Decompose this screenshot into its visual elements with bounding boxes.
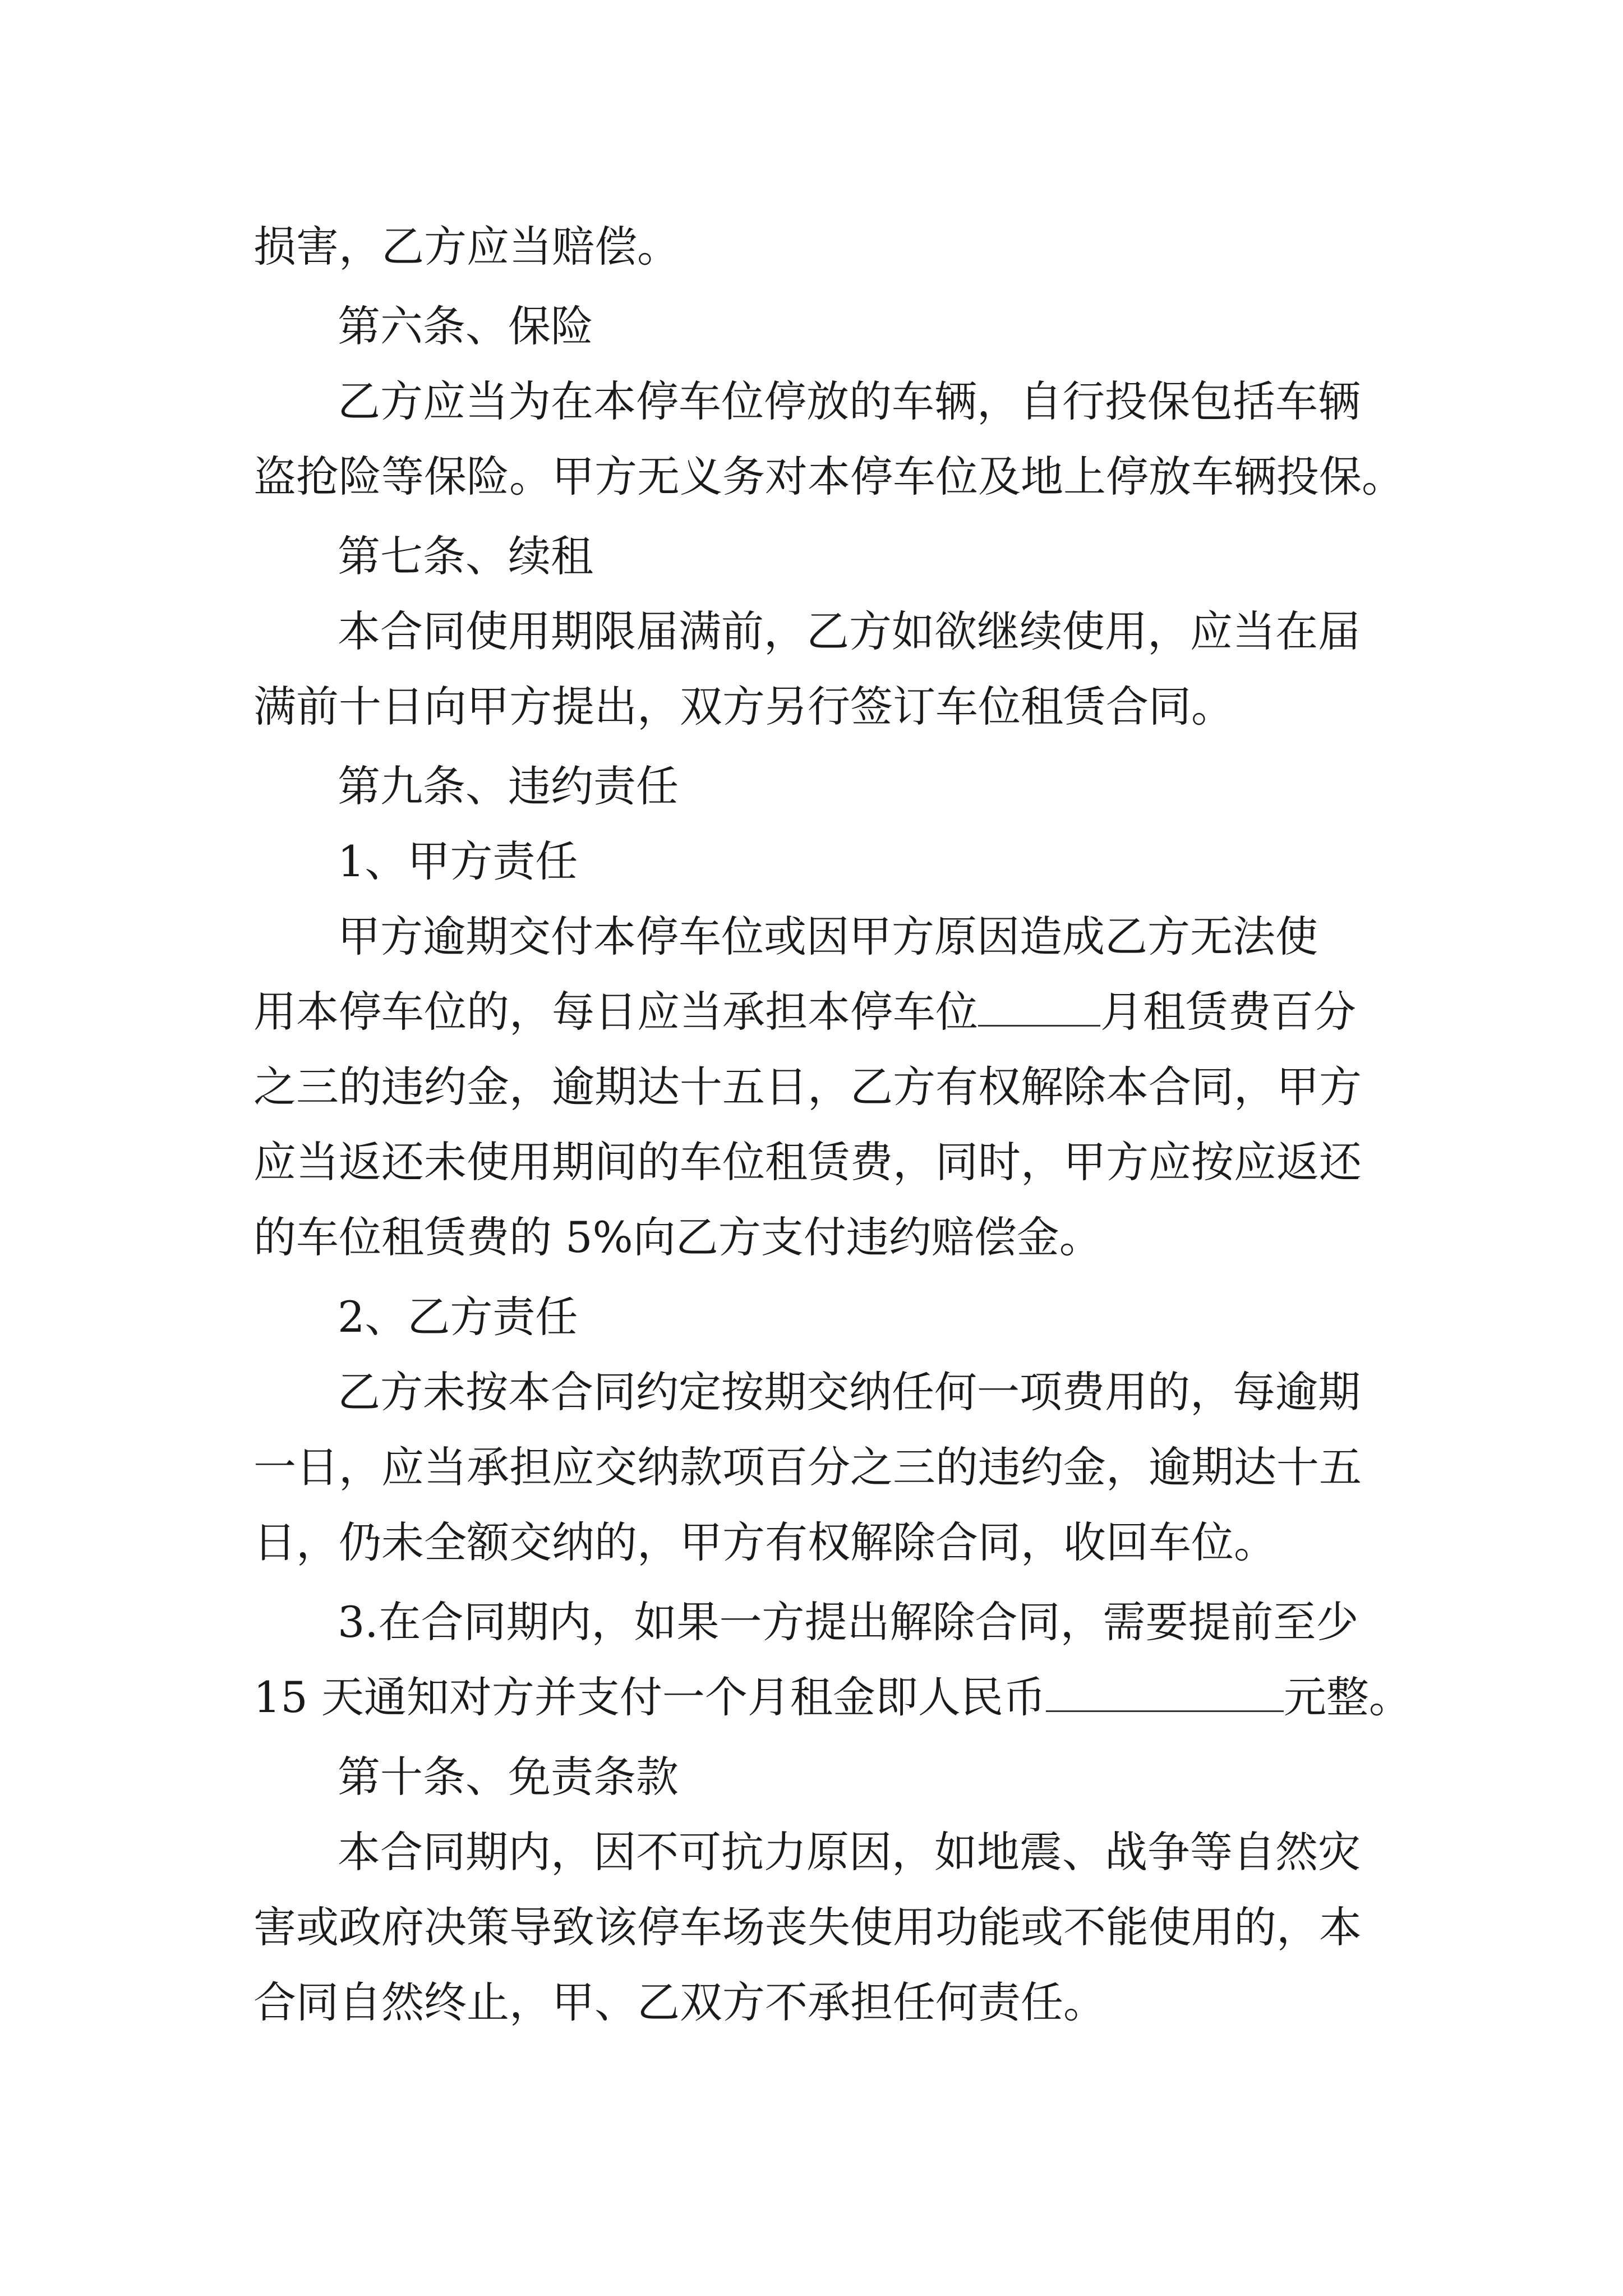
fill-in-blank	[978, 991, 1100, 1027]
text-line: 的车位租赁费的 5%向乙方支付违约赔偿金。	[253, 1212, 1102, 1262]
text-line: 满前十日向甲方提出，双方另行签订车位租赁合同。	[253, 682, 1234, 731]
text-line: 日，仍未全额交纳的，甲方有权解除合同，收回车位。	[253, 1517, 1276, 1567]
text-line: 本合同使用期限届满前，乙方如欲继续使用，应当在届	[338, 606, 1361, 656]
text-segment: 元整。	[1283, 1672, 1412, 1722]
text-line: 乙方应当为在本停车位停放的车辆，自行投保包括车辆	[338, 376, 1361, 426]
text-line-with-blank	[253, 1671, 1412, 1724]
text-segment: 用本停车位的，每日应当承担本停车位	[253, 987, 978, 1037]
section-heading-renewal: 第七条、续租	[338, 531, 593, 581]
text-line: 一日，应当承担应交纳款项百分之三的违约金，逾期达十五	[253, 1442, 1362, 1492]
text-line: 盗抢险等保险。甲方无义务对本停车位及地上停放车辆投保。	[253, 452, 1404, 501]
text-line-with-blank	[253, 985, 1356, 1039]
fill-in-blank	[1046, 1676, 1284, 1712]
text-line: 之三的违约金，逾期达十五日，乙方有权解除本合同，甲方	[253, 1062, 1362, 1112]
section-heading-exemption: 第十条、免责条款	[338, 1752, 679, 1802]
text-line: 乙方未按本合同约定按期交纳任何一项费用的，每逾期	[338, 1367, 1361, 1417]
section-heading-insurance: 第六条、保险	[338, 301, 593, 351]
text-line: 应当返还未使用期间的车位租赁费，同时，甲方应按应返还	[253, 1137, 1362, 1187]
subsection-heading-party-b: 2、乙方责任	[338, 1292, 578, 1342]
text-line: 合同自然终止，甲、乙双方不承担任何责任。	[253, 1977, 1106, 2027]
text-segment: 月租赁费百分	[1100, 987, 1356, 1037]
text-line: 害或政府决策导致该停车场丧失使用功能或不能使用的，本	[253, 1902, 1362, 1952]
text-line: 甲方逾期交付本停车位或因甲方原因造成乙方无法使	[338, 912, 1318, 961]
subsection-heading-party-a: 1、甲方责任	[338, 836, 578, 886]
text-line: 损害，乙方应当赔偿。	[253, 222, 680, 272]
text-segment: 15 天通知对方并支付一个月租金即人民币	[253, 1672, 1046, 1722]
section-heading-liability: 第九条、违约责任	[338, 761, 679, 811]
text-line: 3.在合同期内，如果一方提出解除合同，需要提前至少	[338, 1597, 1359, 1647]
text-line: 本合同期内，因不可抗力原因，如地震、战争等自然灾	[338, 1827, 1361, 1877]
